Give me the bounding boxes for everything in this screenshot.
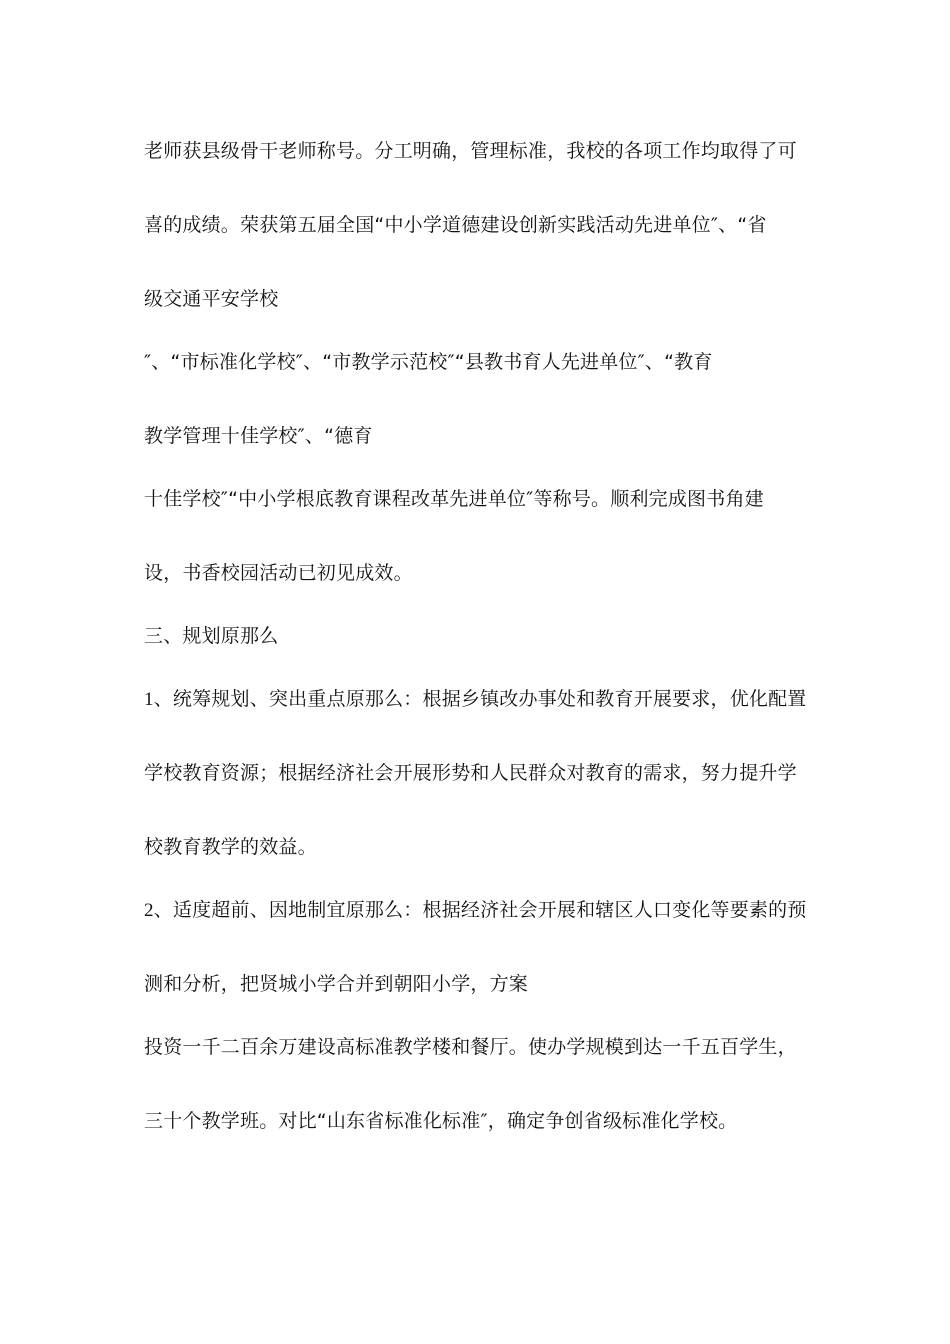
- text-line-7: 设，书香校园活动已初见成效。: [144, 562, 413, 584]
- principle-2-line-1: 2、适度超前、因地制宜原那么：根据经济社会开展和辖区人口变化等要素的预: [144, 899, 807, 921]
- section-heading: 三、规划原那么: [144, 625, 279, 647]
- principle-2-line-3: 投资一千二百余万建设高标准教学楼和餐厅。使办学规模到达一千五百学生，: [144, 1036, 797, 1058]
- principle-1-line-1: 1、统筹规划、突出重点原那么：根据乡镇改办事处和教育开展要求，优化配置: [144, 688, 807, 710]
- text-line-4: ″、“市标准化学校″、“市教学示范校″“县教书育人先进单位″、“教育: [144, 351, 713, 373]
- principle-1-line-2: 学校教育资源；根据经济社会开展形势和人民群众对教育的需求，努力提升学: [144, 762, 797, 784]
- text-line-5: 教学管理十佳学校″、“德育: [144, 425, 373, 447]
- text-line-6: 十佳学校″“中小学根底教育课程改革先进单位″等称号。顺利完成图书角建: [144, 488, 764, 510]
- text-line-2: 喜的成绩。荣获第五届全国“中小学道德建设创新实践活动先进单位″、“省: [144, 214, 767, 236]
- item-number: 2: [144, 900, 154, 921]
- principle-1-line-3: 校教育教学的效益。: [144, 836, 317, 858]
- item-number: 1: [144, 689, 154, 710]
- principle-2-line-4: 三十个教学班。对比“山东省标准化标准″，确定争创省级标准化学校。: [144, 1110, 738, 1132]
- text-line-1: 老师获县级骨干老师称号。分工明确，管理标准，我校的各项工作均取得了可: [144, 140, 797, 162]
- text-line-3: 级交通平安学校: [144, 288, 279, 310]
- principle-2-line-2: 测和分析，把贤城小学合并到朝阳小学，方案: [144, 973, 529, 995]
